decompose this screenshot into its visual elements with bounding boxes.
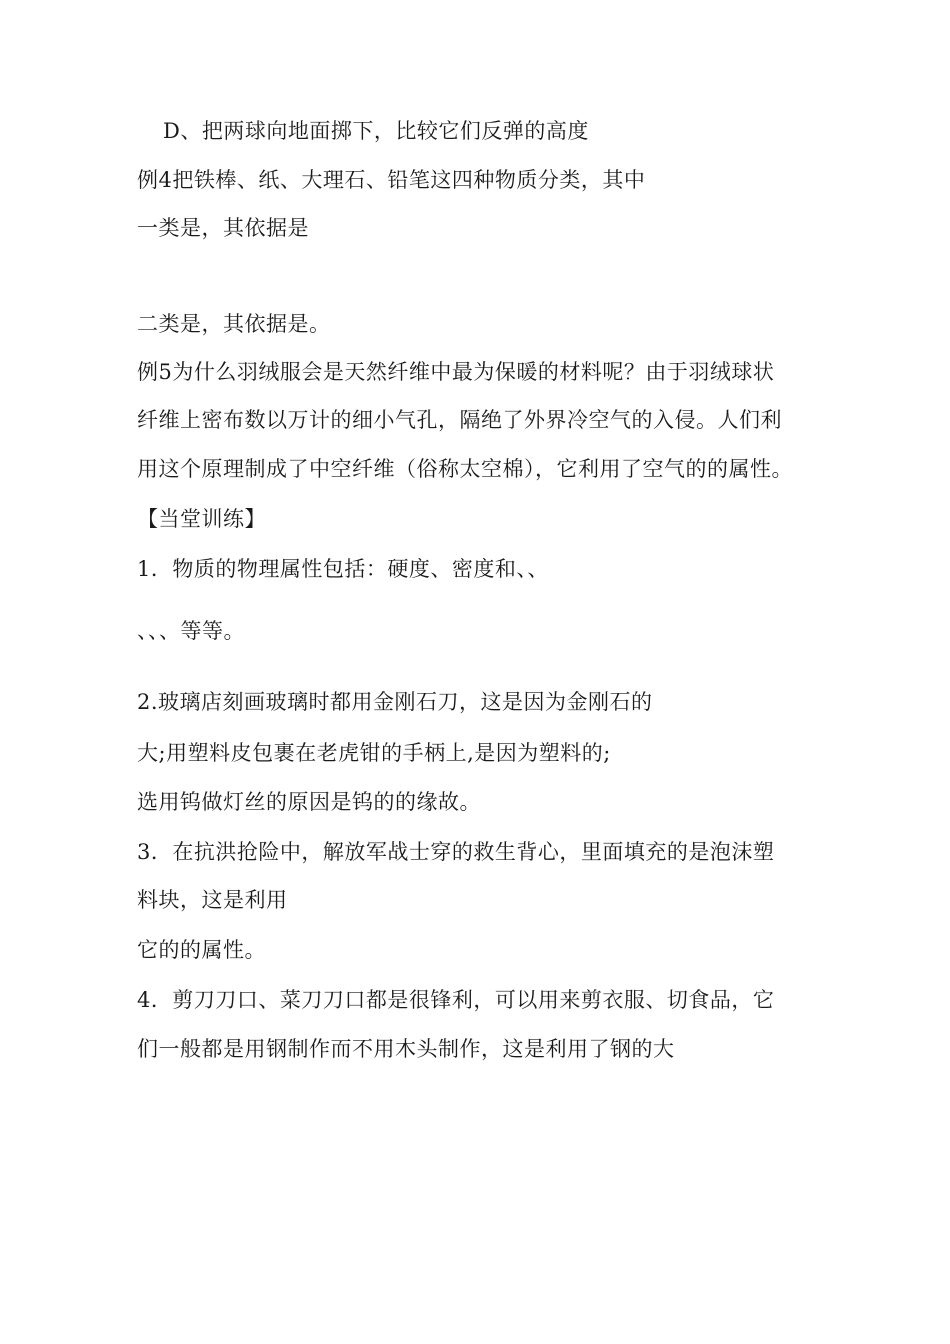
question-3-line-2: 料块，这是利用: [137, 888, 288, 912]
example-5-line-1: 例5为什么羽绒服会是天然纤维中最为保暖的材料呢？由于羽绒球状: [137, 360, 775, 384]
example-5-line-2: 纤维上密布数以万计的细小气孔，隔绝了外界冷空气的入侵。人们利: [137, 408, 782, 432]
question-3-line-3: 它的的属性。: [137, 938, 266, 962]
question-1-line-1: 1．物质的物理属性包括：硬度、密度和、、: [137, 557, 549, 581]
question-3-line-1: 3．在抗洪抢险中，解放军战士穿的救生背心，里面填充的是泡沫塑: [137, 840, 775, 864]
question-2-line-1: 2.玻璃店刻画玻璃时都用金刚石刀，这是因为金刚石的: [137, 690, 653, 714]
question-1-line-2: 、、、等等。: [137, 619, 245, 643]
question-2-line-2: 大;用塑料皮包裹在老虎钳的手柄上,是因为塑料的;: [137, 741, 611, 765]
option-d-text: D、把两球向地面掷下，比较它们反弹的高度: [163, 119, 589, 143]
question-4-line-1: 4．剪刀刀口、菜刀刀口都是很锋利，可以用来剪衣服、切食品，它: [137, 988, 775, 1012]
example-4-class-one: 一类是，其依据是: [137, 216, 309, 240]
question-2-line-3: 选用钨做灯丝的原因是钨的的缘故。: [137, 790, 481, 814]
example-5-line-3: 用这个原理制成了中空纤维（俗称太空棉），它利用了空气的的属性。: [137, 457, 793, 481]
question-4-line-2: 们一般都是用钢制作而不用木头制作，这是利用了钢的大: [137, 1037, 675, 1061]
example-4-question: 例4把铁棒、纸、大理石、铅笔这四种物质分类，其中: [137, 168, 646, 192]
example-4-class-two: 二类是，其依据是。: [137, 312, 331, 336]
section-heading-practice: 【当堂训练】: [137, 507, 266, 531]
